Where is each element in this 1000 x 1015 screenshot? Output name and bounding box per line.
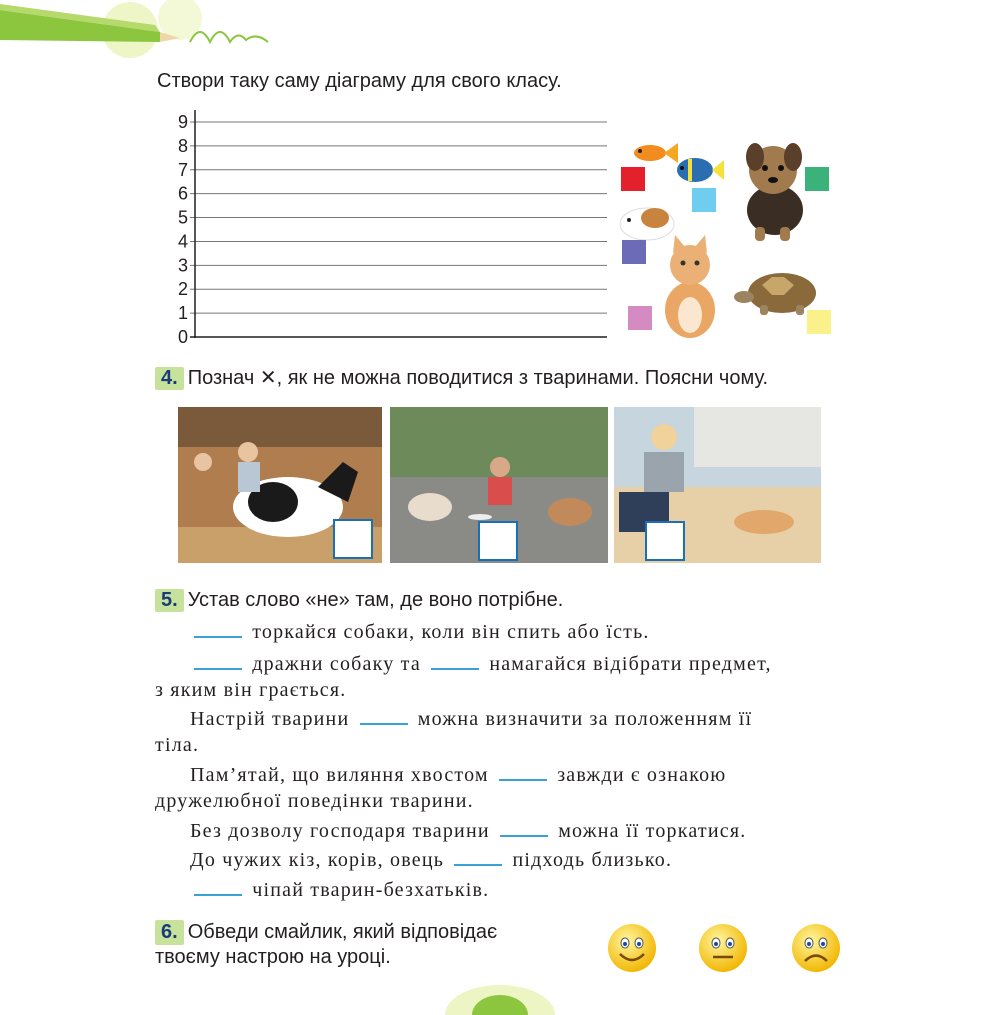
y-tick-label-5: 5	[177, 207, 188, 228]
kitten-swatch	[628, 306, 652, 330]
y-tick-label-3: 3	[177, 255, 188, 276]
blank-6[interactable]	[500, 821, 548, 837]
sentence-2-text-a: дражни собаку та	[252, 653, 421, 675]
sentence-7	[155, 879, 880, 902]
task6-line1: Обведи смайлик, який відповідає	[187, 921, 498, 943]
y-tick-label-7: 7	[177, 159, 188, 180]
sentence-2-text-c: з яким він грається.	[155, 679, 347, 701]
goldfish-swatch	[621, 167, 645, 191]
sentence-3-text-c: тіла.	[155, 734, 200, 756]
sentence-2-cont	[155, 679, 845, 702]
blank-2[interactable]	[194, 654, 242, 670]
y-tick-label-0: 0	[177, 327, 188, 347]
sentence-1-text: торкайся собаки, коли він спить або їсть.	[252, 621, 650, 643]
sentence-4	[155, 764, 880, 787]
sentence-3-text-a: Настрій тварини	[190, 708, 350, 730]
sentence-5-text-b: можна її торкатися.	[558, 820, 747, 842]
blank-7[interactable]	[454, 850, 502, 866]
y-tick-label-8: 8	[177, 135, 188, 156]
blank-3[interactable]	[431, 654, 479, 670]
blank-4[interactable]	[360, 709, 408, 725]
task6-number: 6.	[155, 920, 184, 945]
y-tick-label-4: 4	[177, 231, 188, 252]
y-tick-label-1: 1	[177, 303, 188, 324]
answer-box-1[interactable]	[333, 519, 373, 559]
sentence-2	[155, 653, 880, 676]
task5-text: Устав слово «не» там, де воно потрібне.	[187, 589, 564, 611]
task5-number: 5.	[155, 589, 184, 612]
tropical-fish-swatch	[692, 188, 716, 212]
guinea-pig-swatch	[622, 240, 646, 264]
sentence-3-text-b: можна визначити за положенням її	[417, 708, 753, 730]
y-tick-label-6: 6	[177, 183, 188, 204]
sentence-6-text-b: підходь близько.	[512, 849, 673, 871]
sentence-4-text-b: завжди є ознакою	[557, 764, 727, 786]
smiley-happy-icon[interactable]	[606, 922, 658, 974]
sentence-6	[155, 849, 880, 872]
smiley-neutral-icon[interactable]	[697, 922, 749, 974]
task6-heading	[155, 920, 497, 970]
sentence-7-text: чіпай тварин-безхатьків.	[252, 879, 490, 901]
task6-line2: твоєму настрою на уроці.	[155, 946, 391, 968]
y-tick-label-9: 9	[177, 112, 188, 132]
answer-box-3[interactable]	[645, 521, 685, 561]
tropical-fish-icon	[670, 152, 725, 187]
turtle-swatch	[807, 310, 831, 334]
y-tick-label-2: 2	[177, 279, 188, 300]
blank-5[interactable]	[499, 765, 547, 781]
sentence-5	[155, 820, 880, 843]
sentence-1	[155, 621, 880, 644]
task4-heading	[155, 365, 768, 390]
sentence-4-text-c: дружелюбної поведінки тварини.	[155, 790, 474, 812]
sentence-5-text-a: Без дозволу господаря тварини	[190, 820, 490, 842]
task4-text: Познач ✕, як не можна поводитися з тваринами. Поясни чому.	[187, 367, 768, 389]
puppy-swatch	[805, 167, 829, 191]
sentence-3	[155, 708, 880, 731]
smiley-sad-icon[interactable]	[790, 922, 842, 974]
kitten-icon	[655, 235, 725, 340]
pencil-decoration	[0, 0, 300, 80]
task4-number: 4.	[155, 367, 184, 390]
blank-8[interactable]	[194, 880, 242, 896]
answer-box-2[interactable]	[478, 521, 518, 561]
puppy-icon	[735, 135, 815, 245]
page-number-decoration	[440, 975, 560, 1015]
empty-bar-chart	[175, 108, 615, 348]
sentence-2-text-b: намагайся відібрати предмет,	[489, 653, 772, 675]
animals-legend	[615, 130, 845, 345]
task3-instruction: Створи таку саму діаграму для свого класу.	[157, 70, 562, 92]
sentence-4-cont	[155, 790, 845, 813]
task5-heading	[155, 589, 563, 612]
sentence-3-cont	[155, 734, 845, 757]
sentence-6-text-a: До чужих кіз, корів, овець	[190, 849, 445, 871]
sentence-4-text-a: Пам’ятай, що виляння хвостом	[190, 764, 489, 786]
blank-1[interactable]	[194, 622, 242, 638]
